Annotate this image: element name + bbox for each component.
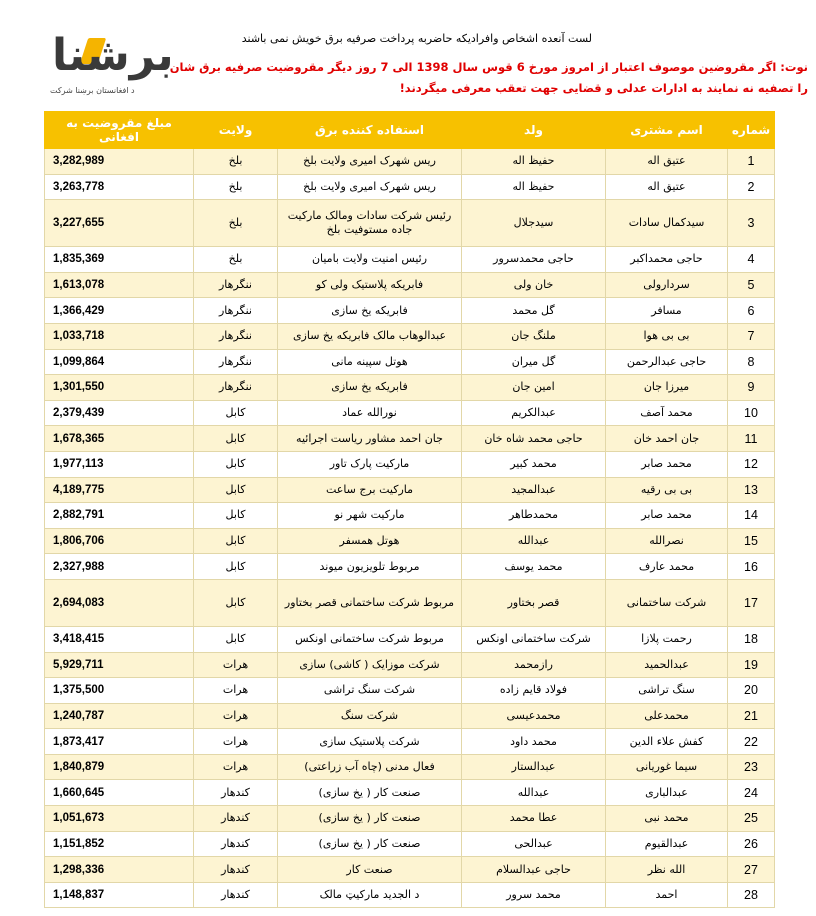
cell-father-name: عبدالکریم [462,400,606,426]
cell-electricity-user: مارکیت شهر نو [278,503,462,529]
cell-electricity-user: فابریکه پلاستیک ولی کو [278,272,462,298]
cell-province: بلخ [194,149,278,175]
cell-customer-name: میرزا جان [606,375,728,401]
table-row [45,831,775,857]
cell-number: 4 [728,247,775,273]
cell-customer-name: محمد صابر [606,503,728,529]
cell-province: هرات [194,703,278,729]
cell-customer-name: محمد صابر [606,451,728,477]
cell-father-name: عطا محمد [462,806,606,832]
cell-father-name: عبدالستار [462,754,606,780]
header-number: شماره [728,112,775,149]
table-row [45,174,775,200]
cell-customer-name: حاجی عبدالرحمن [606,349,728,375]
cell-father-name: عبدالحی [462,831,606,857]
cell-customer-name: سنگ تراشی [606,678,728,704]
cell-province: کندهار [194,857,278,883]
cell-father-name: امین جان [462,375,606,401]
table-row [45,272,775,298]
cell-father-name: رازمحمد [462,652,606,678]
cell-customer-name: احمد [606,882,728,908]
cell-province: کندهار [194,831,278,857]
cell-father-name: شرکت ساختمانی اونکس [462,626,606,652]
cell-customer-name: سیما غوریانی [606,754,728,780]
cell-debt-amount: 1,977,113 [45,451,194,477]
cell-province: کندهار [194,780,278,806]
cell-father-name: عبدالله [462,780,606,806]
brand-logo [44,30,174,102]
cell-debt-amount: 5,929,711 [45,652,194,678]
table-row [45,323,775,349]
table-row [45,806,775,832]
cell-customer-name: مسافر [606,298,728,324]
cell-customer-name: عتیق اله [606,174,728,200]
cell-province: بلخ [194,200,278,247]
cell-number: 7 [728,323,775,349]
table-row [45,200,775,247]
header-province: ولایت [194,112,278,149]
cell-debt-amount: 1,873,417 [45,729,194,755]
cell-customer-name: محمد نبی [606,806,728,832]
document-title: لست آنعده اشخاص وافرادیکه حاضربه پرداخت صرفیه برق خویش نمی باشند [241,32,592,45]
cell-electricity-user: فابریکه یخ سازی [278,375,462,401]
cell-number: 27 [728,857,775,883]
cell-father-name: عبدالمجید [462,477,606,503]
cell-debt-amount: 3,282,989 [45,149,194,175]
cell-debt-amount: 1,660,645 [45,780,194,806]
cell-debt-amount: 1,806,706 [45,528,194,554]
cell-electricity-user: رئیس شرکت سادات ومالک مارکیت جاده مستوفیت بلخ [278,200,462,247]
table-row [45,857,775,883]
cell-number: 15 [728,528,775,554]
table-row [45,247,775,273]
cell-customer-name: محمدعلی [606,703,728,729]
cell-province: ننگرهار [194,272,278,298]
logo-subtitle: د افغانستان برښنا شرکت [50,86,135,95]
cell-customer-name: سردارولی [606,272,728,298]
cell-electricity-user: جان احمد مشاور ریاست اجرائیه [278,426,462,452]
debtors-table [44,111,775,908]
cell-father-name: گل محمد [462,298,606,324]
cell-debt-amount: 3,263,778 [45,174,194,200]
cell-electricity-user: شرکت پلاستیک سازی [278,729,462,755]
cell-number: 21 [728,703,775,729]
cell-number: 1 [728,149,775,175]
table-row [45,298,775,324]
cell-customer-name: جان احمد خان [606,426,728,452]
cell-number: 12 [728,451,775,477]
cell-province: کابل [194,426,278,452]
cell-province: بلخ [194,247,278,273]
cell-electricity-user: رئیس امنیت ولایت بامیان [278,247,462,273]
cell-number: 18 [728,626,775,652]
cell-electricity-user: مارکیت پارک تاور [278,451,462,477]
cell-number: 23 [728,754,775,780]
cell-electricity-user: صنعت کار ( یخ سازی) [278,780,462,806]
cell-debt-amount: 1,840,879 [45,754,194,780]
cell-debt-amount: 1,835,369 [45,247,194,273]
table-body [45,149,775,908]
cell-number: 11 [728,426,775,452]
cell-father-name: حاجی محمدسرور [462,247,606,273]
cell-province: ننگرهار [194,323,278,349]
cell-debt-amount: 1,366,429 [45,298,194,324]
table-row [45,349,775,375]
cell-father-name: سیدجلال [462,200,606,247]
logo-word: برشنا [52,30,174,81]
table-row [45,503,775,529]
cell-customer-name: عبدالقیوم [606,831,728,857]
cell-province: ننگرهار [194,375,278,401]
cell-electricity-user: صنعت کار ( یخ سازی) [278,806,462,832]
cell-customer-name: نصرالله [606,528,728,554]
cell-father-name: حفیظ اله [462,149,606,175]
cell-father-name: ملنگ جان [462,323,606,349]
cell-electricity-user: فابریکه یخ سازی [278,298,462,324]
cell-electricity-user: عبدالوهاب مالک فابریکه یخ سازی [278,323,462,349]
cell-number: 26 [728,831,775,857]
table-row [45,400,775,426]
cell-electricity-user: هوتل سپینه مانی [278,349,462,375]
header-electricity-user: استفاده کننده برق [278,112,462,149]
cell-debt-amount: 1,033,718 [45,323,194,349]
cell-number: 20 [728,678,775,704]
header-debt-amount: مبلغ مقروضیت به افغانی [45,112,194,149]
cell-customer-name: عبدالحمید [606,652,728,678]
cell-electricity-user: صنعت کار ( یخ سازی) [278,831,462,857]
cell-father-name: محمدعیسی [462,703,606,729]
cell-number: 16 [728,554,775,580]
cell-electricity-user: مربوط تلویزیون میوند [278,554,462,580]
cell-father-name: عبدالله [462,528,606,554]
table-row [45,149,775,175]
cell-customer-name: بی بی هوا [606,323,728,349]
cell-father-name: قصر بختاور [462,579,606,626]
cell-number: 10 [728,400,775,426]
table-row [45,780,775,806]
warning-note-line-1: نوت: اگر مقروضین موصوف اعتبار از امروز مورخ 6 قوس سال 1398 الی 7 روز دیگر مقروضیت صرفیه برق شان [169,60,808,74]
cell-number: 5 [728,272,775,298]
table-row [45,652,775,678]
warning-note [158,57,808,99]
cell-father-name: فولاد قایم زاده [462,678,606,704]
cell-number: 13 [728,477,775,503]
cell-debt-amount: 3,418,415 [45,626,194,652]
cell-customer-name: شرکت ساختمانی [606,579,728,626]
header-father-name: ولد [462,112,606,149]
cell-customer-name: محمد عارف [606,554,728,580]
cell-debt-amount: 3,227,655 [45,200,194,247]
cell-number: 25 [728,806,775,832]
warning-note-line-2: را تصفیه نه نمایند به ادارات عدلی و قضایی جهت تعقب معرفی میگردند! [399,81,808,95]
cell-father-name: محمدطاهر [462,503,606,529]
cell-number: 9 [728,375,775,401]
cell-customer-name: محمد آصف [606,400,728,426]
cell-debt-amount: 1,051,673 [45,806,194,832]
cell-debt-amount: 1,240,787 [45,703,194,729]
cell-customer-name: عتیق اله [606,149,728,175]
cell-father-name: محمد کبیر [462,451,606,477]
cell-debt-amount: 2,882,791 [45,503,194,529]
cell-province: بلخ [194,174,278,200]
table-row [45,579,775,626]
cell-electricity-user: د الجدید مارکیټ مالک [278,882,462,908]
cell-province: هرات [194,754,278,780]
cell-debt-amount: 2,379,439 [45,400,194,426]
cell-province: کابل [194,626,278,652]
cell-father-name: محمد یوسف [462,554,606,580]
cell-customer-name: الله نظر [606,857,728,883]
table-row [45,678,775,704]
cell-electricity-user: مربوط شرکت ساختمانی قصر بختاور [278,579,462,626]
cell-father-name: محمد سرور [462,882,606,908]
cell-customer-name: حاجی محمداکبر [606,247,728,273]
cell-debt-amount: 1,148,837 [45,882,194,908]
cell-number: 2 [728,174,775,200]
cell-electricity-user: مارکیت برج ساعت [278,477,462,503]
cell-electricity-user: ریس شهرک امیری ولایت بلخ [278,174,462,200]
cell-debt-amount: 1,151,852 [45,831,194,857]
cell-province: کابل [194,554,278,580]
table-row [45,426,775,452]
cell-number: 28 [728,882,775,908]
cell-father-name: حاجی محمد شاه خان [462,426,606,452]
table-header-row [45,112,775,149]
cell-province: کابل [194,579,278,626]
cell-number: 6 [728,298,775,324]
cell-number: 17 [728,579,775,626]
table-row [45,703,775,729]
table-row [45,375,775,401]
table-row [45,626,775,652]
table-row [45,477,775,503]
table-row [45,754,775,780]
cell-electricity-user: مربوط شرکت ساختمانی اونکس [278,626,462,652]
cell-customer-name: بی بی رقیه [606,477,728,503]
cell-father-name: گل میران [462,349,606,375]
cell-father-name: حاجی عبدالسلام [462,857,606,883]
cell-electricity-user: شرکت موزایک ( کاشی) سازی [278,652,462,678]
cell-number: 22 [728,729,775,755]
cell-customer-name: کفش علاء الدین [606,729,728,755]
cell-province: کندهار [194,806,278,832]
cell-number: 19 [728,652,775,678]
cell-debt-amount: 1,678,365 [45,426,194,452]
cell-father-name: حفیظ اله [462,174,606,200]
cell-electricity-user: شرکت سنگ تراشی [278,678,462,704]
cell-electricity-user: هوتل همسفر [278,528,462,554]
cell-electricity-user: صنعت کار [278,857,462,883]
table-row [45,882,775,908]
cell-customer-name: سیدکمال سادات [606,200,728,247]
cell-province: کابل [194,451,278,477]
cell-province: کندهار [194,882,278,908]
cell-electricity-user: ریس شهرک امیری ولایت بلخ [278,149,462,175]
cell-debt-amount: 1,298,336 [45,857,194,883]
cell-debt-amount: 4,189,775 [45,477,194,503]
cell-debt-amount: 1,099,864 [45,349,194,375]
cell-province: ننگرهار [194,349,278,375]
cell-province: کابل [194,528,278,554]
cell-electricity-user: نورالله عماد [278,400,462,426]
cell-customer-name: عبدالباری [606,780,728,806]
cell-province: هرات [194,729,278,755]
table-row [45,451,775,477]
cell-number: 24 [728,780,775,806]
cell-number: 8 [728,349,775,375]
cell-debt-amount: 1,613,078 [45,272,194,298]
table-row [45,528,775,554]
cell-province: کابل [194,477,278,503]
cell-electricity-user: شرکت سنگ [278,703,462,729]
cell-province: هرات [194,678,278,704]
cell-province: ننگرهار [194,298,278,324]
table-row [45,554,775,580]
cell-debt-amount: 1,301,550 [45,375,194,401]
header-customer-name: اسم مشتری [606,112,728,149]
cell-province: کابل [194,400,278,426]
cell-father-name: محمد داود [462,729,606,755]
cell-debt-amount: 2,327,988 [45,554,194,580]
cell-debt-amount: 1,375,500 [45,678,194,704]
cell-customer-name: رحمت پلازا [606,626,728,652]
cell-debt-amount: 2,694,083 [45,579,194,626]
cell-province: هرات [194,652,278,678]
table-row [45,729,775,755]
cell-number: 14 [728,503,775,529]
cell-province: کابل [194,503,278,529]
cell-electricity-user: فعال مدنی (چاه آب زراعتی) [278,754,462,780]
cell-number: 3 [728,200,775,247]
cell-father-name: خان ولی [462,272,606,298]
